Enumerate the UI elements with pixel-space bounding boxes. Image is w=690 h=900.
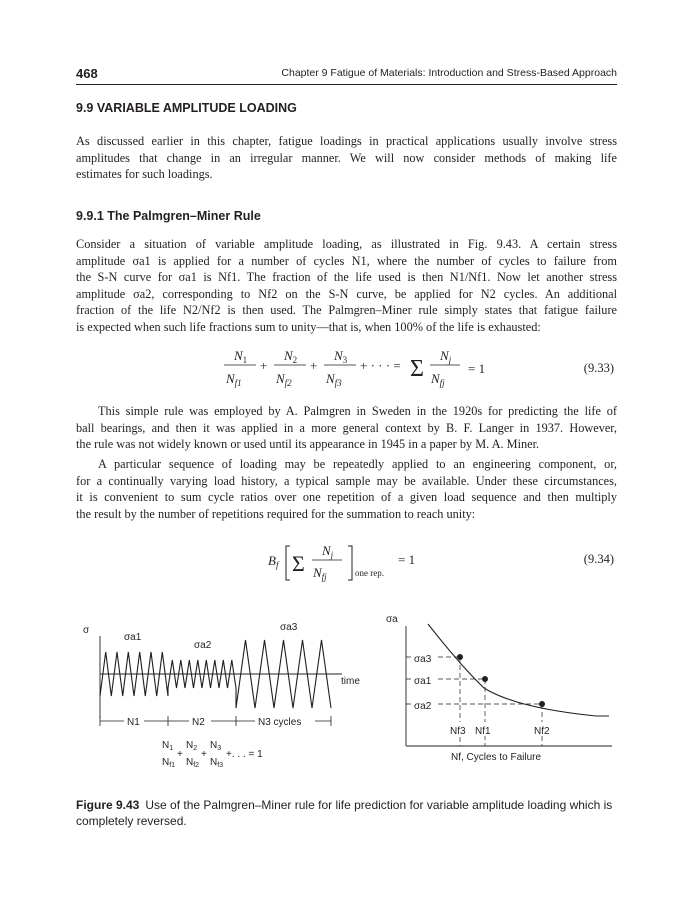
text-line: is expected when such life fractions sum to unity—that is, when 100% of the life is exhausted: [76, 319, 541, 334]
text-line: estimates for such loadings. [76, 167, 213, 182]
running-head: Chapter 9 Fatigue of Materials: Introduction and Stress-Based Approach [281, 67, 617, 79]
equation-9-33 [220, 343, 480, 393]
sn-sigma-a2: σa2 [414, 701, 432, 712]
equation-9-34 [268, 540, 408, 590]
sn-curve [428, 624, 609, 716]
sn-nf3: Nf3 [450, 726, 466, 737]
svg-text:Nf1: $N_{f1}$ [226, 371, 242, 388]
intro-paragraph [76, 133, 617, 183]
sum-tail: +. . . = 1 [226, 749, 263, 760]
text-line: fraction of the life N2/Nf2 is then used. The Palmgren–Miner rule simply states that fatigue failure [76, 303, 617, 318]
page-number: 468 [76, 66, 98, 81]
svg-text:N1: $N_1$ [234, 348, 248, 365]
svg-text:Nfj: $N_{fj}$ [431, 371, 445, 388]
n1-label: N1 [127, 717, 140, 728]
figure-caption [76, 798, 617, 829]
sn-nf1: Nf1 [475, 726, 491, 737]
history-paragraph [76, 403, 617, 453]
text-line: This simple rule was employed by A. Palmgren in Sweden in the 1920s for predicting the life of [98, 404, 617, 418]
section-title: 9.9 VARIABLE AMPLITUDE LOADING [76, 101, 297, 115]
text-line: As discussed earlier in this chapter, fatigue loadings in practical applications usually involve stress [76, 134, 617, 148]
svg-text:Nf3: $N_{f3}$ [210, 757, 224, 769]
svg-text:N2: $N_2$ [284, 348, 298, 365]
svg-text:Bf: $B_f$ [268, 553, 279, 570]
svg-text:Σ: Σ [292, 551, 305, 576]
sn-point-a1 [482, 676, 488, 682]
svg-text:Nf2: $N_{f2}$ [186, 757, 200, 769]
svg-text:Nj: $N_j$ [440, 348, 452, 365]
equation-number: (9.33) [583, 361, 614, 375]
rule-paragraph [76, 236, 617, 336]
svg-text:N3: $N_3$ [210, 740, 222, 752]
sn-sigma-a1: σa1 [414, 676, 432, 687]
svg-text:Nf2: $N_{f2}$ [276, 371, 292, 388]
sn-point-a2 [539, 701, 545, 707]
svg-text:Σ: Σ [410, 356, 424, 382]
equation-subscript: one rep. [355, 568, 384, 578]
text-line: the S-N curve for σa1 is Nf1. The fraction of the life used is then N1/Nf1. Now let another stress [76, 270, 617, 285]
text-line: Consider a situation of variable amplitude loading, as illustrated in Fig. 9.43. A certain stress [76, 237, 617, 251]
sigma-a1-label: σa1 [124, 632, 142, 643]
svg-text:N3: $N_3$ [334, 348, 348, 365]
equation-equals-one: = 1 [398, 552, 416, 567]
text-line: the rule was not widely known or used until its appearance in 1945 in a paper by M. A. Miner. [76, 437, 540, 452]
text-line: amplitude σa2, corresponding to Nf2 on the S-N curve, be applied for N2 cycles. An additional [76, 286, 617, 301]
text-line: A particular sequence of loading may be repeatedly applied to an engineering component, or, [98, 457, 617, 471]
equation-number: (9.34) [583, 552, 614, 566]
svg-text:Nj: $N_j$ [322, 543, 334, 560]
svg-text:+: + [177, 749, 183, 760]
subsection-title: 9.9.1 The Palmgren–Miner Rule [76, 209, 261, 223]
page-header [76, 66, 617, 85]
caption-label: Figure 9.43 [76, 798, 140, 812]
text-line: amplitudes that change in an irregular manner. We will now consider methods of making life [76, 150, 617, 165]
text-line: it is convenient to sum cycle ratios over one repetition of a given load sequence and then multiply [76, 490, 617, 505]
svg-text:+: + [201, 749, 207, 760]
text-line: ball bearings, and then it was applied in a more general context by B. F. Langer in 1937. However, [76, 420, 617, 435]
sn-x-label: Nf, Cycles to Failure [451, 752, 542, 763]
svg-text:+: + [310, 358, 318, 373]
figure-9-43 [76, 608, 617, 788]
text-line: the result by the number of repetitions required for the summation to reach unity: [76, 506, 476, 521]
sigma-label: σ [83, 625, 90, 636]
caption-text: Use of the Palmgren–Miner rule for life prediction for variable amplitude loading which is completely reversed. [76, 798, 613, 828]
svg-text:N2: $N_2$ [186, 740, 198, 752]
time-label: time [341, 676, 360, 687]
n3-label: N3 cycles [258, 717, 302, 728]
sigma-a3-label: σa3 [280, 622, 298, 633]
svg-text:+: + [260, 358, 268, 373]
sequence-paragraph [76, 456, 617, 522]
sigma-a-label: σa [386, 614, 398, 625]
n2-label: N2 [192, 717, 205, 728]
svg-text:+ · · · =: + · · · = [360, 358, 401, 373]
text-line: for a continually varying load history, a typical sample may be available. Under these circumstances, [76, 473, 617, 488]
svg-text:Nf1: $N_{f1}$ [162, 757, 176, 769]
sn-sigma-a3: σa3 [414, 654, 432, 665]
text-line: amplitude σa1 is applied for a number of cycles N1, where the number of cycles to failure from [76, 253, 617, 268]
svg-text:Nfj: $N_{fj}$ [313, 565, 327, 582]
sigma-a2-label: σa2 [194, 640, 212, 651]
sn-point-a3 [457, 654, 463, 660]
sn-nf2: Nf2 [534, 726, 550, 737]
svg-text:N1: $N_1$ [162, 740, 174, 752]
svg-text:Nf3: $N_{f3}$ [326, 371, 342, 388]
equation-equals-one: = 1 [468, 361, 486, 376]
